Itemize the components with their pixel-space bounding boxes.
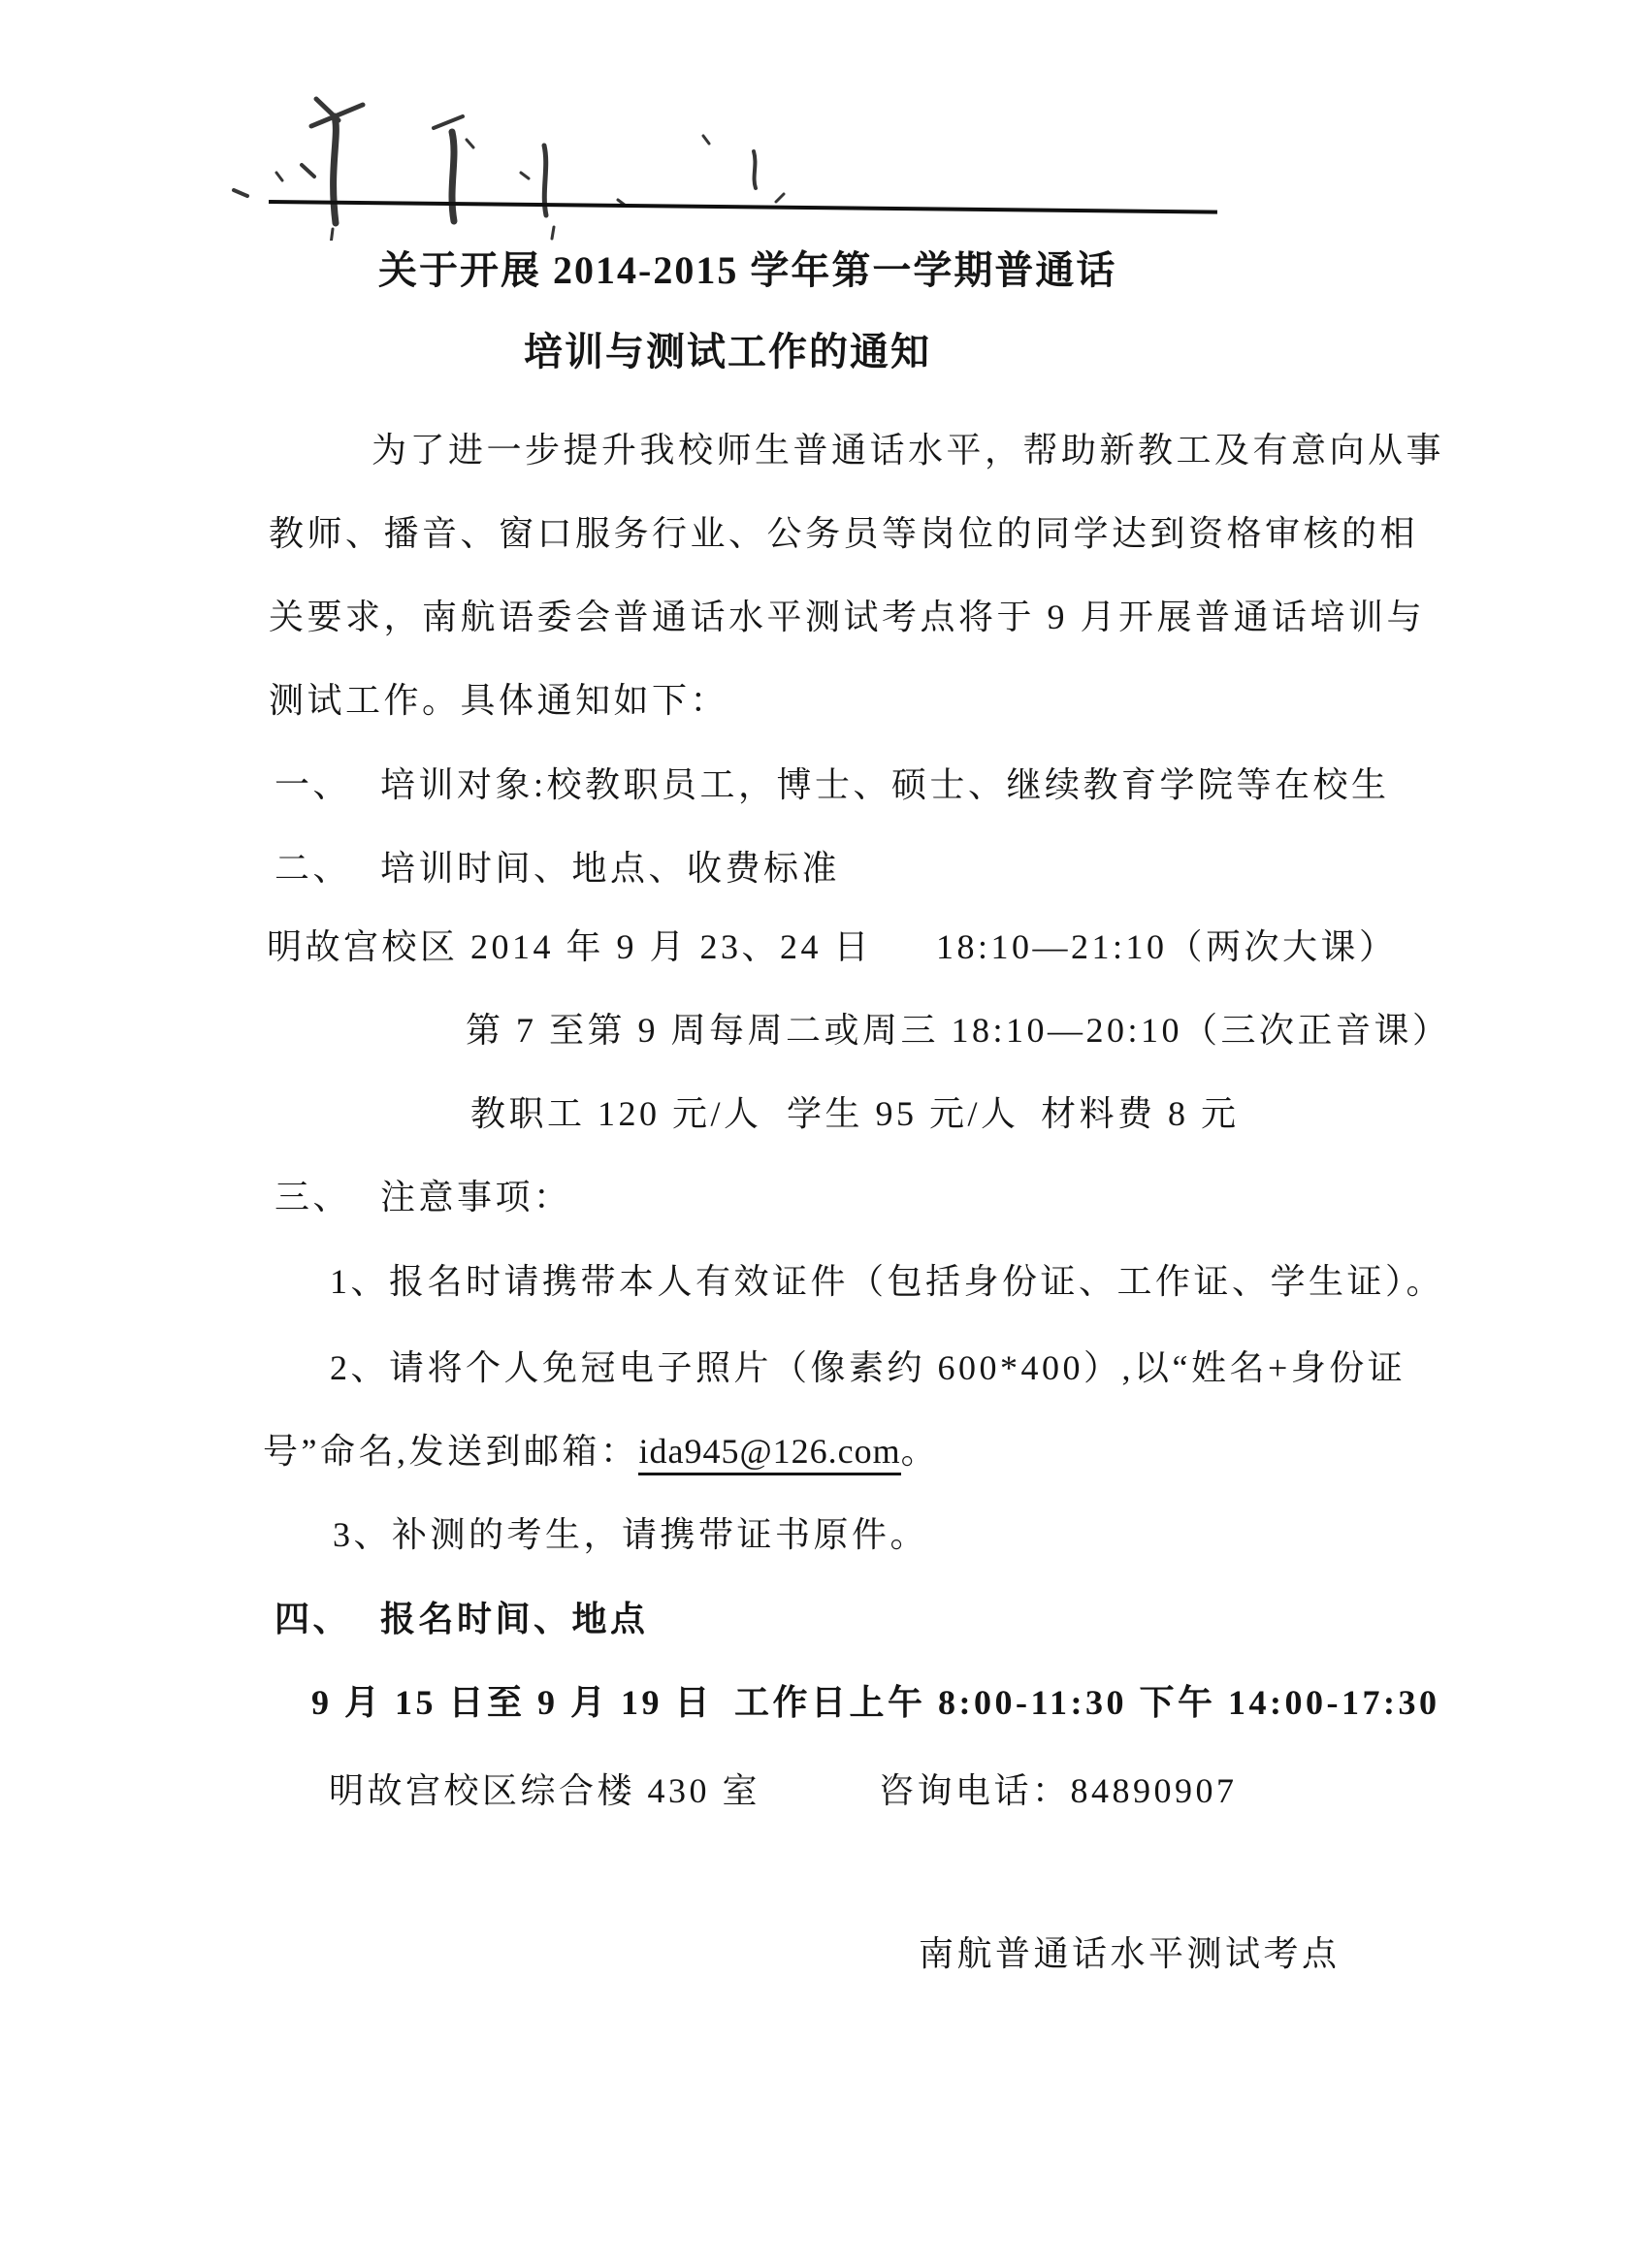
fee-student: 学生 95 元/人 — [787, 1094, 1019, 1133]
schedule-campus-time: 18:10—21:10（两次大课） — [936, 927, 1398, 966]
intro-line-2: 教师、播音、窗口服务行业、公务员等岗位的同学达到资格审核的相 — [269, 514, 1419, 553]
registration-time-line — [311, 1679, 1439, 1727]
intro-line-3: 关要求，南航语委会普通话水平测试考点将于 9 月开展普通话培训与 — [269, 598, 1426, 636]
email-address: ida945@126.com — [638, 1432, 900, 1475]
notice-title-line-1: 关于开展 2014-2015 学年第一学期普通话 — [378, 248, 1117, 292]
registration-phone-line — [879, 1767, 1238, 1815]
registration-location: 明故宫校区综合楼 430 室 — [329, 1771, 761, 1810]
section-3-text: 注意事项： — [380, 1178, 572, 1216]
section-1-line — [275, 761, 1390, 809]
note-2-line-2 — [263, 1428, 939, 1475]
intro-line-4: 测试工作。具体通知如下： — [269, 681, 729, 720]
notice-title-line-2: 培训与测试工作的通知 — [524, 330, 931, 373]
section-3-number: 三、 — [275, 1178, 352, 1216]
schedule-campus-date: 明故宫校区 2014 年 9 月 23、24 日 — [267, 927, 873, 966]
ink-smudge-artifact — [218, 76, 820, 241]
section-4-line — [275, 1596, 649, 1643]
note-1: 1、报名时请携带本人有效证件（包括身份证、工作证、学生证）。 — [330, 1262, 1445, 1301]
registration-hours: 工作日上午 8:00-11:30 下午 14:00-17:30 — [734, 1683, 1440, 1722]
section-2-number: 二、 — [275, 849, 352, 888]
note-3: 3、补测的考生，请携带证书原件。 — [333, 1515, 929, 1554]
section-2-line — [275, 845, 840, 892]
intro-line-1: 为了进一步提升我校师生普通话水平，帮助新教工及有意向从事 — [372, 431, 1445, 470]
note-2-line-2-suffix: 。 — [900, 1432, 940, 1471]
section-1-number: 一、 — [275, 765, 352, 804]
section-4-number: 四、 — [275, 1600, 352, 1638]
phone-number: 84890907 — [1070, 1771, 1238, 1810]
section-2-text: 培训时间、地点、收费标准 — [380, 849, 841, 888]
schedule-week-line: 第 7 至第 9 周每周二或周三 18:10—20:10（三次正音课） — [466, 1011, 1451, 1050]
note-2-line-1: 2、请将个人免冠电子照片（像素约 600*400）,以“姓名+身份证 — [330, 1348, 1406, 1387]
fee-staff: 教职工 120 元/人 — [470, 1094, 762, 1133]
section-3-line — [275, 1174, 572, 1221]
note-2-line-2-prefix: 号”命名,发送到邮箱： — [263, 1432, 639, 1471]
section-1-text: 培训对象:校教职员工，博士、硕士、继续教育学院等在校生 — [380, 765, 1390, 804]
phone-label: 咨询电话： — [879, 1771, 1071, 1810]
section-4-text: 报名时间、地点 — [380, 1600, 649, 1638]
signature: 南航普通话水平测试考点 — [919, 1934, 1341, 1973]
registration-dates: 9 月 15 日至 9 月 19 日 — [311, 1683, 714, 1722]
fee-material: 材料费 8 元 — [1041, 1094, 1240, 1133]
